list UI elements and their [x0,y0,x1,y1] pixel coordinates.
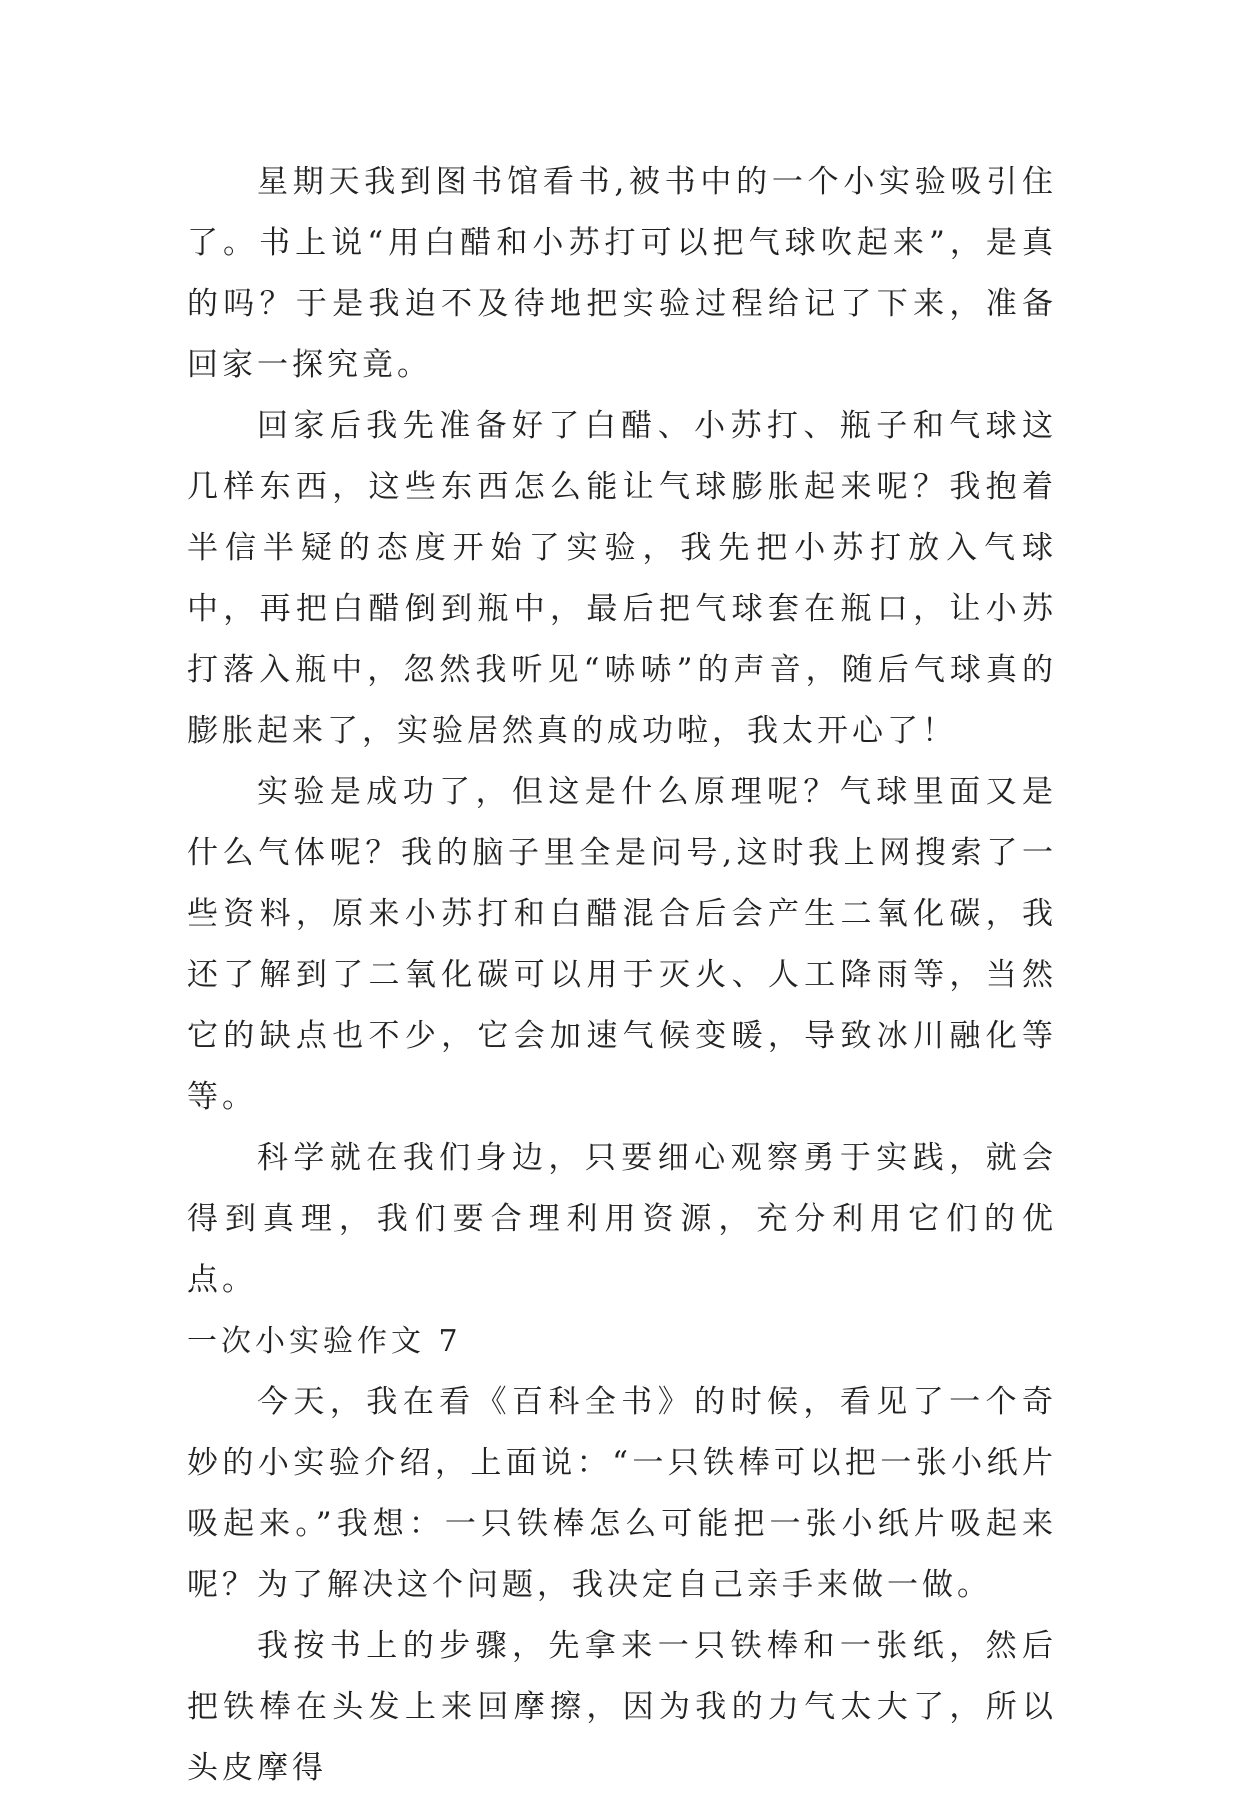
section-title: 一次小实验作文 7 [187,1324,462,1359]
paragraph-experiment-process: 回家后我先准备好了白醋、小苏打、瓶子和气球这几样东西，这些东西怎么能让气球膨胀起来呢？我抱着半信半疑的态度开始了实验，我先把小苏打放入气球中，再把白醋倒到瓶中，最后把气球套在瓶口，让小苏打落入瓶中，忽然我听见“哧哧”的声音，随后气球真的膨胀起来了，实验居然真的成功啦，我太开心了！ [187,408,1057,749]
document-body [187,152,1057,1799]
paragraph-conclusion: 科学就在我们身边，只要细心观察勇于实践，就会得到真理，我们要合理利用资源，充分利用它们的优点。 [187,1140,1057,1298]
paragraph-library-visit: 星期天我到图书馆看书,被书中的一个小实验吸引住了。书上说“用白醋和小苏打可以把气球吹起来”，是真的吗？于是我迫不及待地把实验过程给记了下来，准备回家一探究竟。 [187,164,1057,383]
paragraph-encyclopedia: 今天，我在看《百科全书》的时候，看见了一个奇妙的小实验介绍，上面说：“一只铁棒可以把一张小纸片吸起来。”我想：一只铁棒怎么可能把一张小纸片吸起来呢？为了解决这个问题，我决定自己亲手来做一做。 [187,1384,1057,1603]
paragraph-iron-rod-steps: 我按书上的步骤，先拿来一只铁棒和一张纸，然后把铁棒在头发上来回摩擦，因为我的力气太大了，所以头皮摩得 [187,1628,1057,1786]
paragraph-experiment-principle: 实验是成功了，但这是什么原理呢？气球里面又是什么气体呢？我的脑子里全是问号,这时我上网搜索了一些资料，原来小苏打和白醋混合后会产生二氧化碳，我还了解到了二氧化碳可以用于灭火、人工降雨等，当然它的缺点也不少，它会加速气候变暖，导致冰川融化等等。 [187,774,1057,1115]
